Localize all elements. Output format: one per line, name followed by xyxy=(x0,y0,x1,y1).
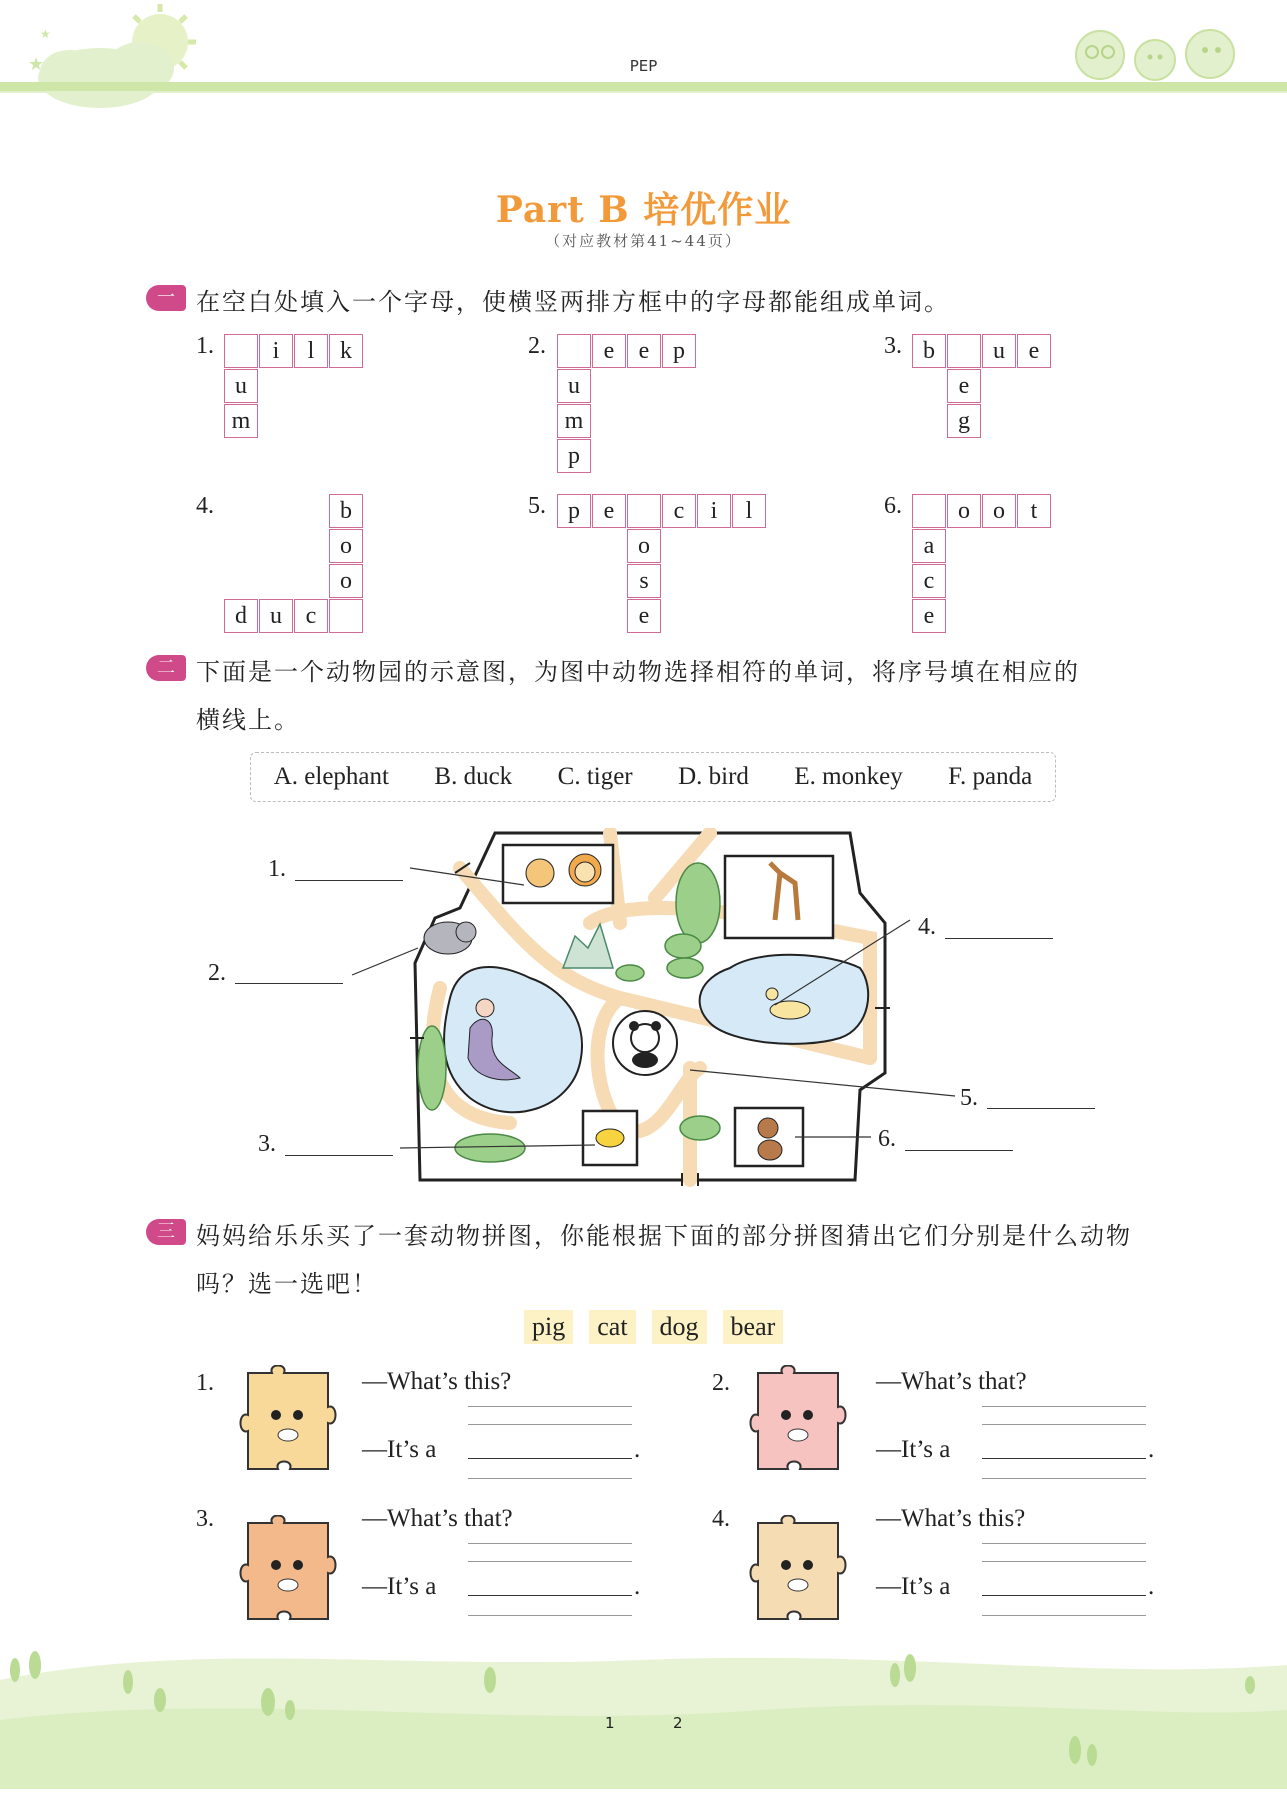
puzzle-2-answer-prefix: —It’s a xyxy=(876,1436,951,1463)
puzzle-4-period: . xyxy=(1148,1573,1155,1600)
puzzle-cat-icon xyxy=(228,1365,340,1477)
crossword-4-cell: o xyxy=(329,564,363,598)
crossword-4-number: 4. xyxy=(196,493,214,519)
crossword-3-cell: u xyxy=(982,334,1016,368)
chip-bear: bear xyxy=(723,1310,784,1344)
page-title: Part B 培优作业 xyxy=(495,189,792,231)
section-2-instruction-line2: 横线上。 xyxy=(196,706,300,734)
puzzle-1-period: . xyxy=(634,1436,641,1463)
crossword-2-cell: e xyxy=(592,334,626,368)
crossword-3-cell: e xyxy=(1017,334,1051,368)
zoo-blank-1[interactable] xyxy=(295,880,403,881)
crossword-5-cell: i xyxy=(697,494,731,528)
puzzle-2-guide-line xyxy=(982,1406,1146,1407)
zoo-label-5: 5. xyxy=(960,1085,978,1111)
crossword-1-cell: m xyxy=(224,404,258,438)
puzzle-3-answer-prefix: —It’s a xyxy=(362,1573,437,1600)
zoo-blank-6[interactable] xyxy=(905,1150,1013,1151)
crossword-5-cell: c xyxy=(662,494,696,528)
page-number-right: 2 xyxy=(673,1714,683,1732)
puzzle-2-question: —What’s that? xyxy=(876,1368,1027,1395)
zoo-label-6: 6. xyxy=(878,1126,896,1152)
footer-hills xyxy=(0,1640,1287,1789)
crossword-6-cell: e xyxy=(912,599,946,633)
puzzle-1-answer-prefix: —It’s a xyxy=(362,1436,437,1463)
crossword-5-number: 5. xyxy=(528,493,546,519)
puzzle-3-guide-line xyxy=(468,1561,632,1562)
puzzle-1-question: —What’s this? xyxy=(362,1368,512,1395)
puzzle-4-guide-line xyxy=(982,1561,1146,1562)
chip-pig: pig xyxy=(524,1310,573,1344)
crossword-5-cell: o xyxy=(627,529,661,563)
crossword-5-cell: e xyxy=(627,599,661,633)
zoo-label-2: 2. xyxy=(208,960,226,986)
page-number-left: 1 xyxy=(605,1714,615,1732)
section-1-instruction: 在空白处填入一个字母，使横竖两排方框中的字母都能组成单词。 xyxy=(196,288,950,316)
crossword-2-cell: m xyxy=(557,404,591,438)
puzzle-1-number: 1. xyxy=(196,1370,214,1396)
crossword-1-number: 1. xyxy=(196,333,214,359)
crossword-4-cell: u xyxy=(259,599,293,633)
option-d: D. bird xyxy=(678,763,749,790)
crossword-6-cell: c xyxy=(912,564,946,598)
zoo-blank-5[interactable] xyxy=(987,1108,1095,1109)
crossword-6-number: 6. xyxy=(884,493,902,519)
puzzle-3-period: . xyxy=(634,1573,641,1600)
crossword-6-cell: o xyxy=(982,494,1016,528)
crossword-3-number: 3. xyxy=(884,333,902,359)
puzzle-2-guide-line xyxy=(982,1478,1146,1479)
word-chips xyxy=(518,1310,789,1344)
option-c: C. tiger xyxy=(557,763,633,790)
crossword-2-cell: e xyxy=(627,334,661,368)
zoo-label-1: 1. xyxy=(268,856,286,882)
page-subtitle: （对应教材第41~44页） xyxy=(545,232,742,250)
header-label: PEP xyxy=(629,57,658,75)
crossword-6-cell: a xyxy=(912,529,946,563)
crossword-2-cell: p xyxy=(557,439,591,473)
puzzle-4-answer-line[interactable] xyxy=(982,1595,1146,1596)
puzzle-3-number: 3. xyxy=(196,1506,214,1532)
puzzle-4-guide-line xyxy=(982,1615,1146,1616)
crossword-3-cell: e xyxy=(947,369,981,403)
puzzle-1-answer-line[interactable] xyxy=(468,1458,632,1459)
puzzle-4-question: —What’s this? xyxy=(876,1505,1026,1532)
puzzle-2-period: . xyxy=(1148,1436,1155,1463)
puzzle-3-guide-line xyxy=(468,1615,632,1616)
puzzle-bear-icon xyxy=(228,1515,340,1627)
puzzle-1-guide-line xyxy=(468,1424,632,1425)
chip-cat: cat xyxy=(589,1310,635,1344)
crossword-4-cell: b xyxy=(329,494,363,528)
puzzle-4-guide-line xyxy=(982,1543,1146,1544)
option-e: E. monkey xyxy=(794,763,903,790)
svg-text:★: ★ xyxy=(28,54,45,75)
hills-icon xyxy=(0,1640,1287,1789)
option-a: A. elephant xyxy=(273,763,389,790)
crossword-2-cell: p xyxy=(662,334,696,368)
crossword-1-cell: l xyxy=(294,334,328,368)
chip-dog: dog xyxy=(652,1310,707,1344)
crossword-4-cell: d xyxy=(224,599,258,633)
zoo-blank-3[interactable] xyxy=(285,1155,393,1156)
crossword-5-cell: p xyxy=(557,494,591,528)
crossword-4-cell: o xyxy=(329,529,363,563)
zoo-blank-2[interactable] xyxy=(235,983,343,984)
puzzle-1-guide-line xyxy=(468,1406,632,1407)
puzzle-2-guide-line xyxy=(982,1424,1146,1425)
crossword-4-cell: c xyxy=(294,599,328,633)
crossword-2-number: 2. xyxy=(528,333,546,359)
puzzle-3-question: —What’s that? xyxy=(362,1505,513,1532)
section-2-badge: 二 xyxy=(146,655,186,681)
puzzle-2-answer-line[interactable] xyxy=(982,1458,1146,1459)
option-f: F. panda xyxy=(948,763,1033,790)
crossword-3-cell: b xyxy=(912,334,946,368)
option-b: B. duck xyxy=(434,763,513,790)
zoo-blank-4[interactable] xyxy=(945,938,1053,939)
puzzle-3-answer-line[interactable] xyxy=(468,1595,632,1596)
section-3-badge: 三 xyxy=(146,1219,186,1245)
puzzle-pig-icon xyxy=(738,1365,850,1477)
puzzle-4-number: 4. xyxy=(712,1506,730,1532)
crossword-1-cell: i xyxy=(259,334,293,368)
crossword-3-cell: g xyxy=(947,404,981,438)
crossword-2-cell: u xyxy=(557,369,591,403)
section-2-instruction-line1: 下面是一个动物园的示意图，为图中动物选择相符的单词，将序号填在相应的 xyxy=(196,658,1080,686)
zoo-label-3: 3. xyxy=(258,1131,276,1157)
zoo-label-4: 4. xyxy=(918,914,936,940)
section-3-instruction-line1: 妈妈给乐乐买了一套动物拼图，你能根据下面的部分拼图猜出它们分别是什么动物 xyxy=(196,1222,1132,1250)
puzzle-3-guide-line xyxy=(468,1543,632,1544)
crossword-6-cell: o xyxy=(947,494,981,528)
puzzle-1-guide-line xyxy=(468,1478,632,1479)
crossword-5-cell: l xyxy=(732,494,766,528)
crossword-1-cell: k xyxy=(329,334,363,368)
puzzle-4-answer-prefix: —It’s a xyxy=(876,1573,951,1600)
crossword-5-cell: s xyxy=(627,564,661,598)
section-1-badge: 一 xyxy=(146,285,186,311)
crossword-5-cell: e xyxy=(592,494,626,528)
section-3-instruction-line2: 吗？选一选吧！ xyxy=(196,1270,378,1298)
crossword-6-cell: t xyxy=(1017,494,1051,528)
puzzle-2-number: 2. xyxy=(712,1370,730,1396)
crossword-1-cell: u xyxy=(224,369,258,403)
puzzle-dog-icon xyxy=(738,1515,850,1627)
svg-text:★: ★ xyxy=(40,27,51,41)
